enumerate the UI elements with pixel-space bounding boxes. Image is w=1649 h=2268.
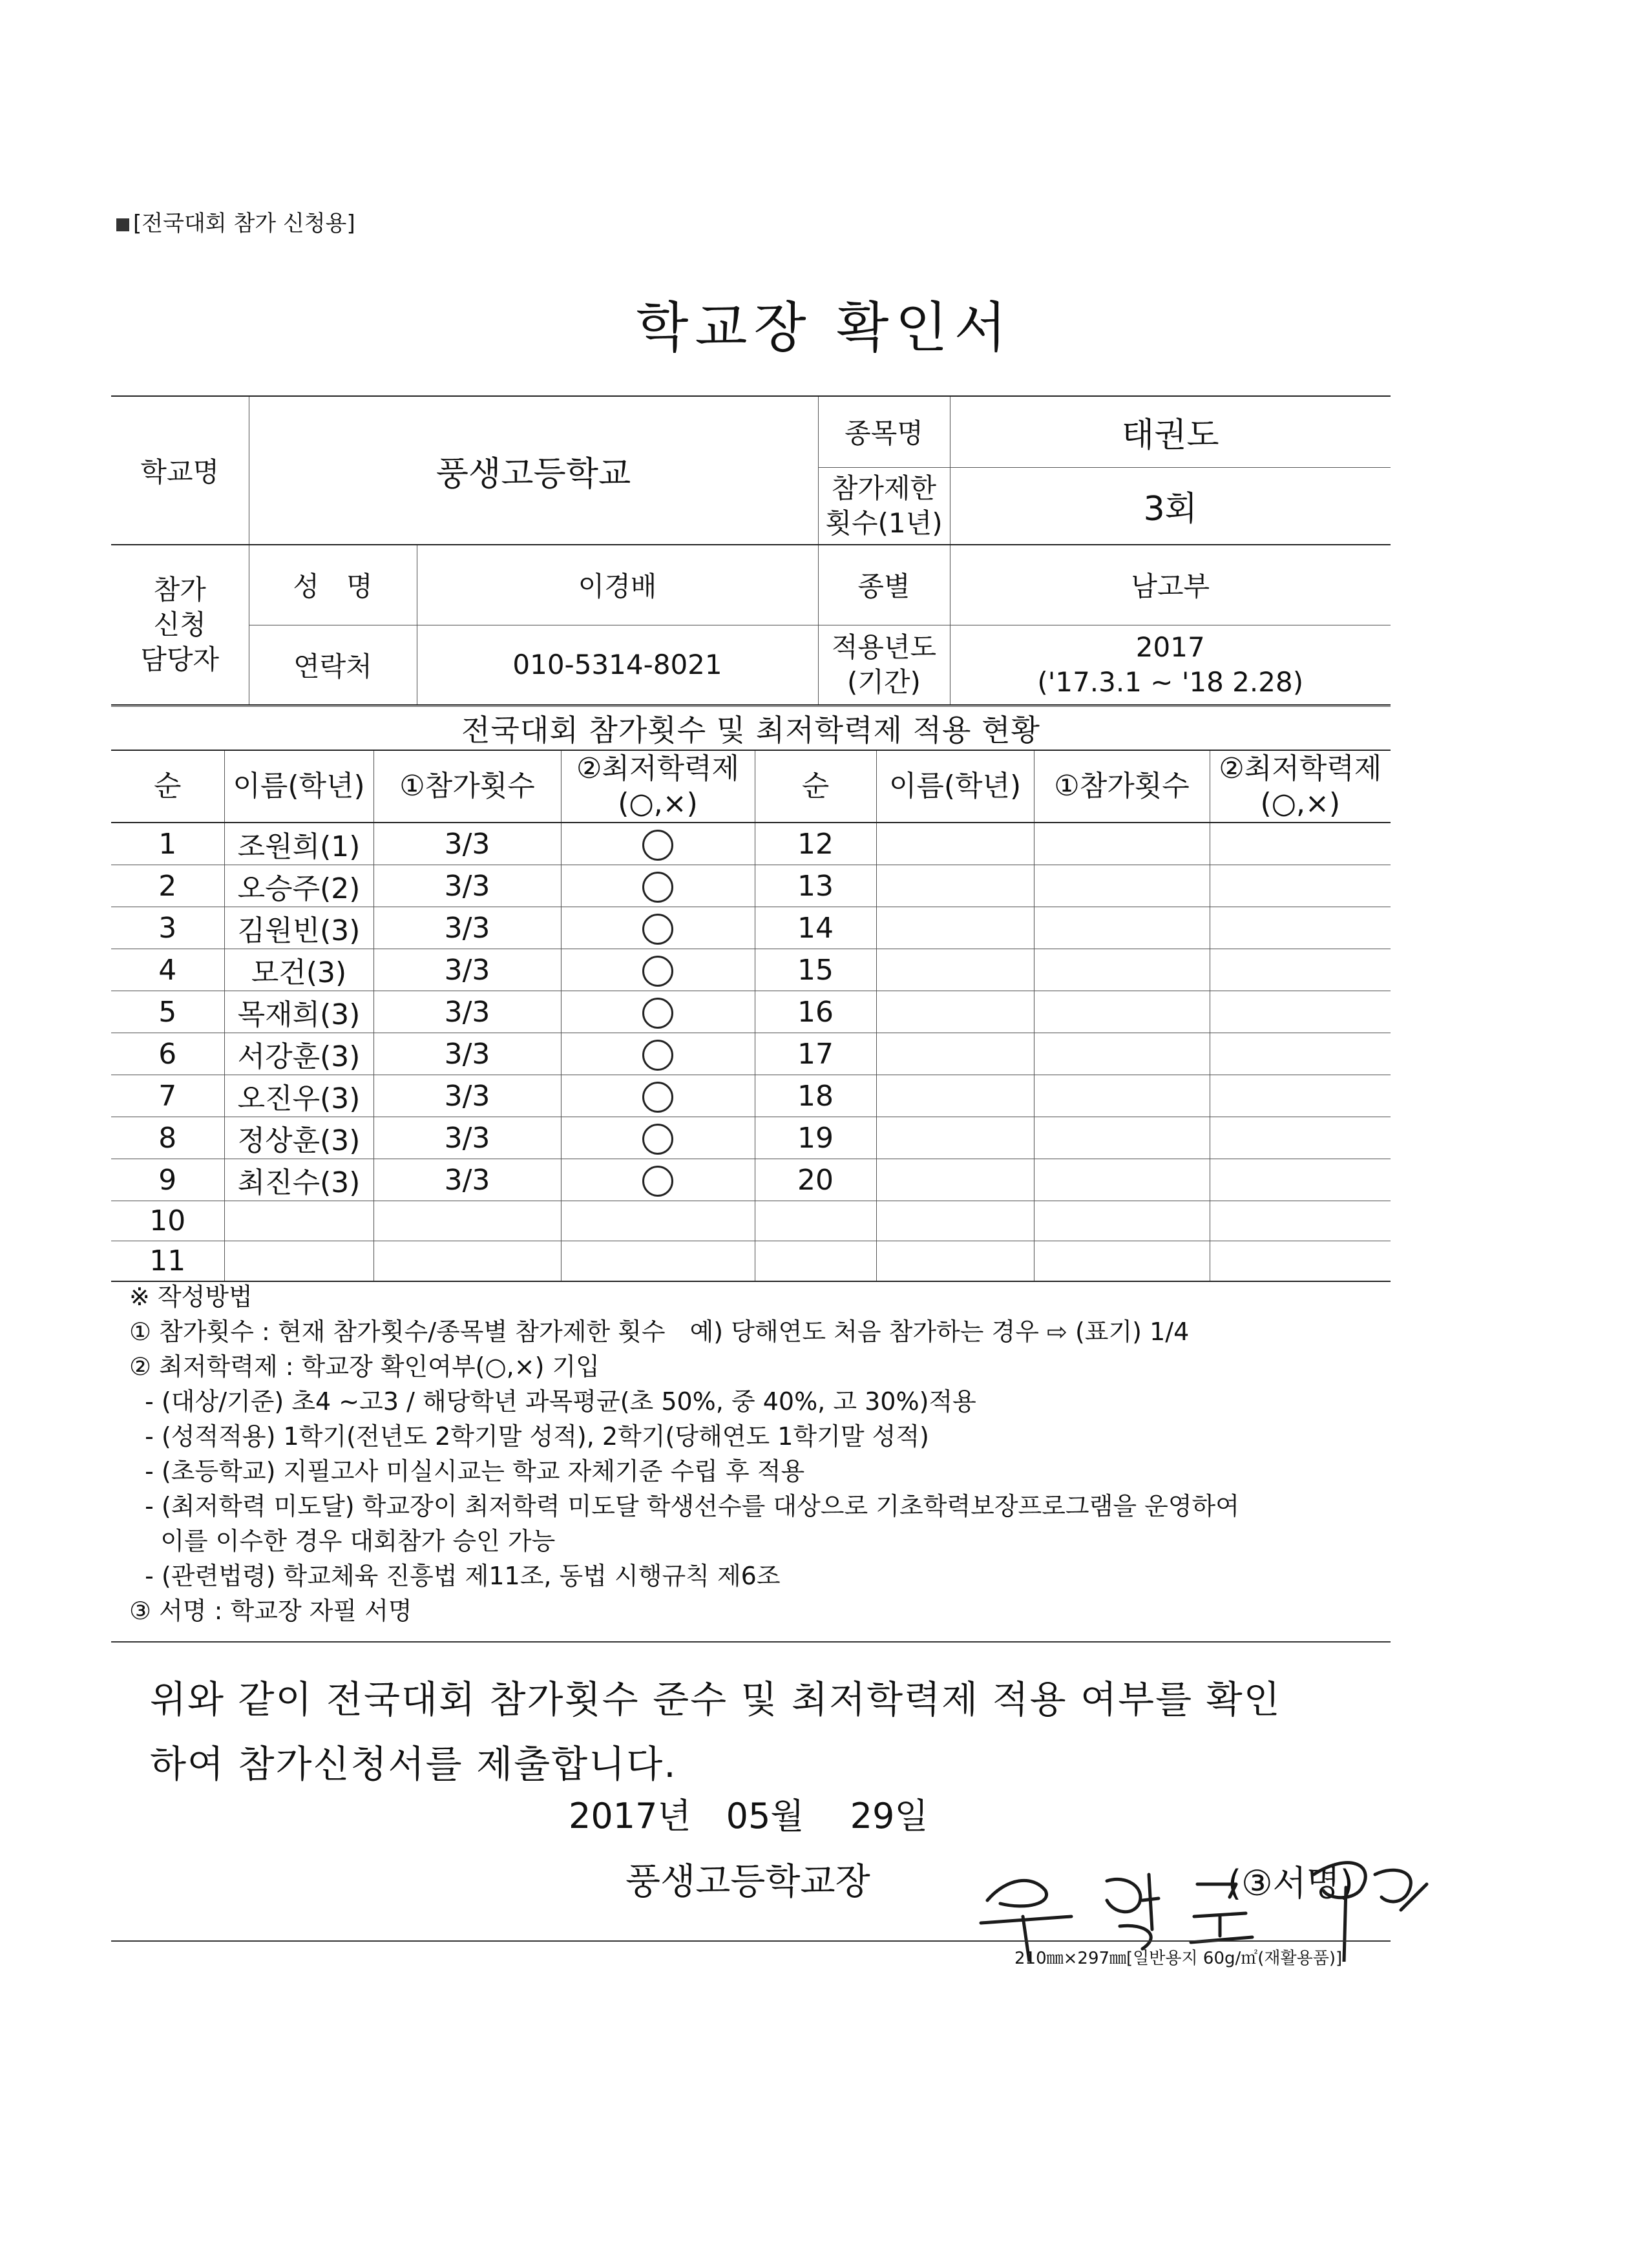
circle-mark-icon: [642, 872, 673, 903]
instruction-line: - (관련법령) 학교체육 진흥법 제11조, 동법 시행규칙 제6조: [129, 1562, 781, 1590]
year-value-line2: ('17.3.1 ~ '18 2.28): [1037, 666, 1304, 698]
participation-count-right: [1034, 1159, 1210, 1201]
handwritten-signature: [974, 1839, 1440, 1962]
year-label-line2: (기간): [847, 666, 921, 698]
col-count-right: ①참가횟수: [1034, 750, 1210, 823]
statement-line2: 하여 참가신청서를 제출합니다.: [150, 1742, 677, 1786]
participation-count-right: [1034, 823, 1210, 865]
division-label: 종별: [818, 545, 950, 625]
instruction-line: ③ 서명 : 학교장 자필 서명: [129, 1597, 412, 1625]
contact-value: 010-5314-8021: [417, 625, 818, 705]
square-bullet-icon: [116, 218, 129, 231]
circle-mark-icon: [642, 1124, 673, 1155]
row-no: 8: [111, 1117, 224, 1159]
participation-count-right: [1034, 1033, 1210, 1075]
row-no: 5: [111, 991, 224, 1033]
row-no: 6: [111, 1033, 224, 1075]
table-row: [111, 823, 1391, 865]
participation-count-right: [1034, 1075, 1210, 1117]
school-label: 학교명: [111, 396, 249, 545]
sign-label: (③서명): [1228, 1863, 1354, 1904]
applicant-label-line1: 참가: [153, 574, 206, 605]
min-academic-mark: [561, 1075, 755, 1117]
circle-mark-icon: [642, 914, 673, 945]
year-label-line1: 적용년도: [831, 631, 937, 663]
table-row: [111, 1075, 1391, 1117]
min-academic-mark-right: [1210, 1201, 1391, 1241]
year-label: [818, 625, 950, 705]
instruction-line: - (초등학교) 지필고사 미실시교는 학교 자체기준 수립 후 적용: [129, 1457, 805, 1486]
min-academic-mark-right: [1210, 991, 1391, 1033]
col-count: ①참가횟수: [373, 750, 561, 823]
min-academic-mark-right: [1210, 823, 1391, 865]
info-table: [111, 395, 1391, 706]
form-tag: [116, 205, 355, 237]
col-min-right: [1210, 750, 1391, 823]
participation-count: [373, 1201, 561, 1241]
row-no-right: 18: [755, 1075, 876, 1117]
col-min-line1: ②최저학력제: [576, 752, 739, 785]
col-name: 이름(학년): [224, 750, 373, 823]
athlete-name: 오승주(2): [224, 865, 373, 907]
min-academic-mark: [561, 823, 755, 865]
circle-mark-icon: [642, 998, 673, 1029]
row-no: 11: [111, 1241, 224, 1282]
athlete-name: 목재희(3): [224, 991, 373, 1033]
row-no: 3: [111, 907, 224, 949]
instruction-line: ② 최저학력제 : 학교장 확인여부(○,×) 기입: [129, 1352, 600, 1381]
table-row: [111, 907, 1391, 949]
row-no-right: 17: [755, 1033, 876, 1075]
athlete-name: [224, 1241, 373, 1282]
circle-mark-icon: [642, 956, 673, 987]
athlete-name: 김원빈(3): [224, 907, 373, 949]
participation-count: 3/3: [373, 1117, 561, 1159]
table-row: [111, 1241, 1391, 1282]
name-value: 이경배: [417, 545, 818, 625]
athlete-name-right: [876, 1159, 1034, 1201]
status-rows: [111, 823, 1391, 1281]
min-academic-mark-right: [1210, 865, 1391, 907]
table-row: [111, 1201, 1391, 1241]
participation-count: 3/3: [373, 949, 561, 991]
athlete-name: 정상훈(3): [224, 1117, 373, 1159]
min-academic-mark: [561, 907, 755, 949]
athlete-name-right: [876, 823, 1034, 865]
min-academic-mark: [561, 1033, 755, 1075]
participation-count-right: [1034, 907, 1210, 949]
year-value-line1: 2017: [1135, 631, 1205, 663]
divider: [111, 1641, 1391, 1643]
page-title: 학교장 확인서: [636, 296, 1013, 359]
athlete-name-right: [876, 1241, 1034, 1282]
athlete-name: 서강훈(3): [224, 1033, 373, 1075]
event-value: 태권도: [950, 396, 1391, 467]
form-tag-text: [전국대회 참가 신청용]: [133, 211, 355, 236]
min-academic-mark: [561, 1201, 755, 1241]
col-name-right: 이름(학년): [876, 750, 1034, 823]
min-academic-mark-right: [1210, 1159, 1391, 1201]
row-no-right: [755, 1201, 876, 1241]
athlete-name-right: [876, 1075, 1034, 1117]
athlete-name-right: [876, 991, 1034, 1033]
min-academic-mark-right: [1210, 949, 1391, 991]
participation-count-right: [1034, 1117, 1210, 1159]
athlete-name-right: [876, 1201, 1034, 1241]
applicant-label: [111, 545, 249, 705]
row-no-right: [755, 1241, 876, 1282]
event-label: 종목명: [818, 396, 950, 467]
min-academic-mark: [561, 1241, 755, 1282]
limit-label: [818, 467, 950, 545]
row-no: 1: [111, 823, 224, 865]
min-academic-mark-right: [1210, 1075, 1391, 1117]
row-no-right: 12: [755, 823, 876, 865]
row-no: 4: [111, 949, 224, 991]
statement-line1: 위와 같이 전국대회 참가횟수 준수 및 최저학력제 적용 여부를 확인: [150, 1677, 1281, 1721]
min-academic-mark-right: [1210, 1117, 1391, 1159]
row-no: 9: [111, 1159, 224, 1201]
table-row: [111, 949, 1391, 991]
row-no: 10: [111, 1201, 224, 1241]
applicant-label-line2: 신청: [153, 609, 206, 640]
min-academic-mark: [561, 1117, 755, 1159]
min-academic-mark-right: [1210, 1241, 1391, 1282]
min-academic-mark-right: [1210, 1033, 1391, 1075]
school-name: 풍생고등학교: [249, 396, 818, 545]
athlete-name-right: [876, 865, 1034, 907]
paper-spec: 210㎜×297㎜[일반용지 60g/㎡(재활용품)]: [1014, 1949, 1343, 1968]
athlete-name: 조원희(1): [224, 823, 373, 865]
participation-count: 3/3: [373, 1033, 561, 1075]
division-value: 남고부: [950, 545, 1391, 625]
row-no-right: 15: [755, 949, 876, 991]
table-row: [111, 1159, 1391, 1201]
applicant-label-line3: 담당자: [140, 644, 220, 675]
participation-count: 3/3: [373, 907, 561, 949]
col-no: 순: [111, 750, 224, 823]
row-no: 2: [111, 865, 224, 907]
col-min-line2: (○,×): [618, 787, 698, 820]
min-academic-mark: [561, 1159, 755, 1201]
athlete-name: [224, 1201, 373, 1241]
circle-mark-icon: [642, 1040, 673, 1071]
table-row: [111, 1117, 1391, 1159]
participation-count: 3/3: [373, 865, 561, 907]
instruction-line: 이를 이수한 경우 대회참가 승인 가능: [129, 1527, 556, 1555]
circle-mark-icon: [642, 830, 673, 861]
date: 2017년 05월 29일: [569, 1796, 929, 1836]
name-label: 성 명: [249, 545, 417, 625]
participation-count: [373, 1241, 561, 1282]
instruction-line: - (대상/기준) 초4 ~고3 / 해당학년 과목평균(초 50%, 중 40%, 고 30%)적용: [129, 1387, 976, 1416]
circle-mark-icon: [642, 1166, 673, 1197]
table-row: [111, 991, 1391, 1033]
table-row: [111, 865, 1391, 907]
contact-label: 연락처: [249, 625, 417, 705]
participation-count-right: [1034, 991, 1210, 1033]
col-no-right: 순: [755, 750, 876, 823]
table-row: [111, 1033, 1391, 1075]
limit-value: 3회: [950, 467, 1391, 545]
circle-mark-icon: [642, 1082, 673, 1113]
min-academic-mark: [561, 991, 755, 1033]
limit-label-line1: 참가제한: [831, 472, 937, 504]
min-academic-mark: [561, 949, 755, 991]
athlete-name-right: [876, 1033, 1034, 1075]
instruction-line: ① 참가횟수 : 현재 참가횟수/종목별 참가제한 횟수 예) 당해연도 처음 참가하는 경우 ⇨ (표기) 1/4: [129, 1318, 1190, 1346]
athlete-name-right: [876, 949, 1034, 991]
instruction-line: - (최저학력 미도달) 학교장이 최저학력 미도달 학생선수를 대상으로 기초학력보장프로그램을 운영하여: [129, 1492, 1239, 1520]
principal-title: 풍생고등학교장: [625, 1861, 870, 1903]
col-min: [561, 750, 755, 823]
min-academic-mark: [561, 865, 755, 907]
row-no: 7: [111, 1075, 224, 1117]
participation-count-right: [1034, 1201, 1210, 1241]
participation-count-right: [1034, 1241, 1210, 1282]
row-no-right: 13: [755, 865, 876, 907]
athlete-name-right: [876, 907, 1034, 949]
year-value: [950, 625, 1391, 705]
col-min-right-line2: (○,×): [1260, 787, 1341, 820]
participation-count: 3/3: [373, 823, 561, 865]
participation-count: 3/3: [373, 991, 561, 1033]
participation-count-right: [1034, 865, 1210, 907]
athlete-name: 모건(3): [224, 949, 373, 991]
min-academic-mark-right: [1210, 907, 1391, 949]
limit-label-line2: 횟수(1년): [825, 507, 943, 539]
athlete-name-right: [876, 1117, 1034, 1159]
status-table: [111, 706, 1391, 1282]
statement: [150, 1667, 1416, 1796]
row-no-right: 19: [755, 1117, 876, 1159]
divider-bottom: [111, 1940, 1391, 1942]
athlete-name: 최진수(3): [224, 1159, 373, 1201]
row-no-right: 14: [755, 907, 876, 949]
col-min-right-line1: ②최저학력제: [1219, 752, 1382, 785]
participation-count: 3/3: [373, 1075, 561, 1117]
instructions: [129, 1279, 1396, 1628]
participation-count-right: [1034, 949, 1210, 991]
participation-count: 3/3: [373, 1159, 561, 1201]
row-no-right: 16: [755, 991, 876, 1033]
athlete-name: 오진우(3): [224, 1075, 373, 1117]
instruction-line: - (성적적용) 1학기(전년도 2학기말 성적), 2학기(당해연도 1학기말 성적): [129, 1422, 929, 1451]
status-heading: 전국대회 참가횟수 및 최저학력제 적용 현황: [111, 707, 1391, 751]
row-no-right: 20: [755, 1159, 876, 1201]
instruction-line: ※ 작성방법: [129, 1283, 253, 1311]
